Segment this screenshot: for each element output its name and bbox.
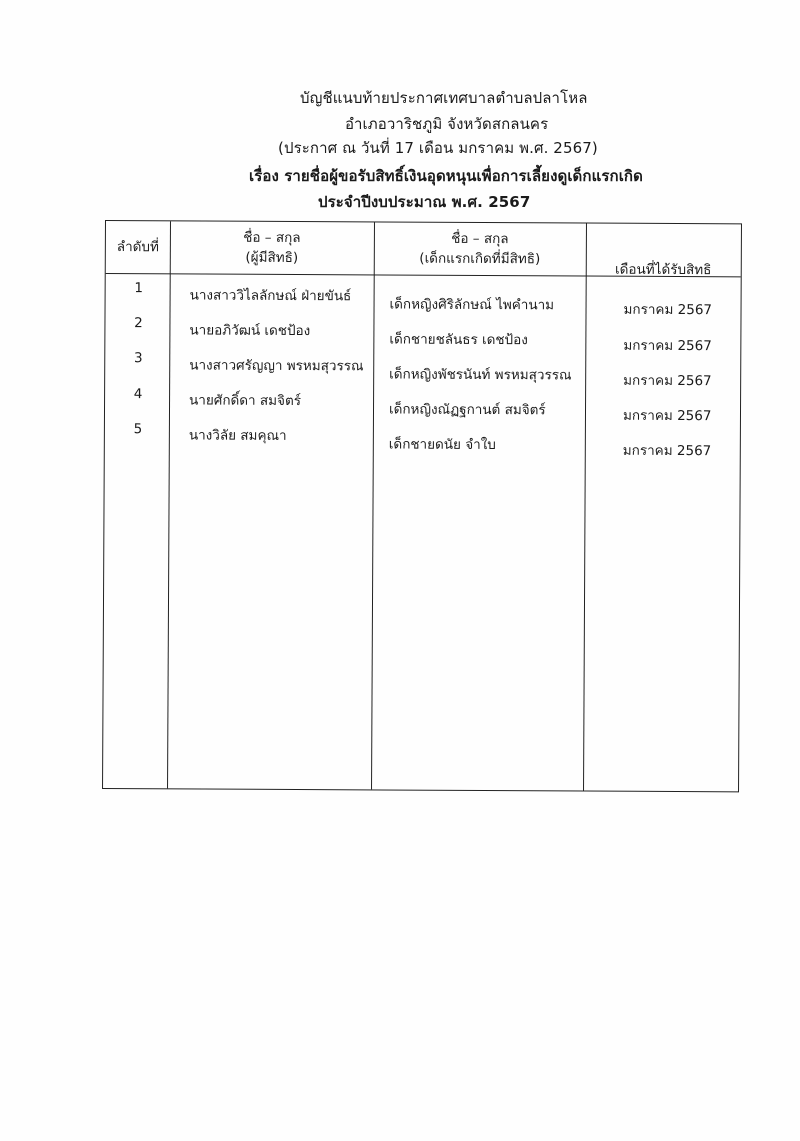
column-header-month <box>586 260 741 281</box>
subject-line: เรื่อง รายชื่อผู้ขอรับสิทธิ์เงินอุดหนุนเพื่อการเลี้ยงดูเด็กแรกเกิด <box>249 167 643 185</box>
column-header-sublabel: (ผู้มีสิทธิ) <box>245 249 299 267</box>
applicant-name: นางสาวศรัญญา พรหมสุวรรณ <box>189 357 364 375</box>
applicant-name: นายศักดิ์ดา สมจิตร์ <box>189 392 302 410</box>
child-name: เด็กชายดนัย จำใบ <box>388 436 496 454</box>
column-header-label: ชื่อ – สกุล <box>451 230 509 248</box>
child-name: เด็กหญิงศิริลักษณ์ ไพคำนาม <box>389 296 555 314</box>
row-number: 2 <box>134 315 143 332</box>
column-header-sublabel: (เด็กแรกเกิดที่มีสิทธิ) <box>419 250 541 268</box>
child-name: เด็กชายชลันธร เดชป้อง <box>389 331 528 349</box>
column-header-child <box>374 228 586 269</box>
applicant-name: นายอภิวัฒน์ เดชป้อง <box>189 322 311 340</box>
column-divider <box>371 222 375 789</box>
child-name: เด็กหญิงพัชรนันท์ พรหมสุวรรณ <box>389 366 572 384</box>
column-header-applicant <box>170 227 374 268</box>
entitlement-month: มกราคม 2567 <box>622 407 712 425</box>
entitlement-month: มกราคม 2567 <box>623 337 712 355</box>
entitlement-month: มกราคม 2567 <box>623 372 712 390</box>
row-number: 3 <box>133 350 143 367</box>
beneficiary-table <box>102 220 742 792</box>
column-header-label: ชื่อ – สกุล <box>243 229 301 247</box>
fiscal-year-line: ประจำปีงบประมาณ พ.ศ. 2567 <box>318 193 531 211</box>
row-number: 1 <box>134 280 143 297</box>
column-header-label: ลำดับที่ <box>116 239 159 256</box>
column-header-label: เดือนที่ได้รับสิทธิ <box>615 261 712 279</box>
applicant-name: นางวิลัย สมคุณา <box>188 427 287 444</box>
row-number: 5 <box>133 421 143 438</box>
document-title-line-1: บัญชีแนบท้ายประกาศเทศบาลตำบลปลาโหล <box>300 89 588 107</box>
applicant-name: นางสาววิไลลักษณ์ ฝ่ายขันธ์ <box>189 287 352 305</box>
entitlement-month: มกราคม 2567 <box>623 301 713 319</box>
child-name: เด็กหญิงณัฏฐกานต์ สมจิตร์ <box>388 401 546 419</box>
column-header-number <box>106 237 170 257</box>
announcement-date: (ประกาศ ณ วันที่ 17 เดือน มกราคม พ.ศ. 2567) <box>278 139 598 157</box>
column-divider <box>583 224 587 791</box>
row-number: 4 <box>133 386 143 403</box>
entitlement-month: มกราคม 2567 <box>622 442 712 460</box>
document-title-line-2: อำเภอวาริชภูมิ จังหวัดสกลนคร <box>345 115 549 133</box>
column-divider <box>167 221 171 788</box>
